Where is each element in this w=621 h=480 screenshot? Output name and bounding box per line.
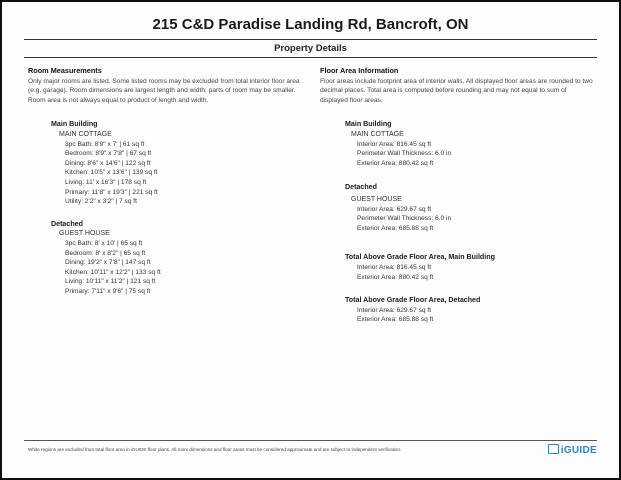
area-item: Interior Area: 816.45 sq ft (357, 140, 432, 148)
footer-disclaimer: White regions are excluded from total floor area in iGUIDE floor plans. All room dimensions and floor areas must be considered approximate and are subject to independent verification. (28, 447, 402, 452)
total-item: Exterior Area: 880.42 sq ft (357, 273, 434, 281)
total-title: Total Above Grade Floor Area, Main Building (345, 253, 495, 262)
divider (24, 39, 597, 40)
room-item: 3pc Bath: 8' x 10' | 65 sq ft (65, 239, 143, 247)
floor-area-heading: Floor Area Information (320, 66, 399, 75)
total-item: Exterior Area: 685.88 sq ft (357, 316, 434, 324)
group-title: Detached (345, 183, 377, 192)
room-item: Primary: 7'11" x 9'6" | 75 sq ft (65, 287, 151, 295)
room-item: Bedroom: 8' x 8'2" | 65 sq ft (65, 249, 146, 257)
floor-group-detached (320, 183, 596, 233)
area-item: Interior Area: 629.67 sq ft (357, 205, 432, 213)
room-measurements-heading: Room Measurements (28, 66, 102, 75)
logo-text: iGUIDE (560, 445, 597, 456)
total-item: Interior Area: 816.45 sq ft (357, 263, 432, 271)
room-item: Primary: 11'8" x 19'3" | 221 sq ft (65, 188, 158, 196)
iguide-logo-icon (548, 444, 559, 454)
room-item: Kitchen: 10'5" x 13'6" | 139 sq ft (65, 169, 158, 177)
total-item: Interior Area: 629.67 sq ft (357, 306, 432, 314)
room-item: Utility: 2'2" x 3'2" | 7 sq ft (65, 198, 137, 206)
group-subtitle: GUEST HOUSE (351, 195, 402, 203)
room-item: Kitchen: 10'11" x 12'2" | 133 sq ft (65, 268, 161, 276)
page-subtitle: Property Details (274, 43, 347, 54)
room-item: Dining: 19'2" x 7'8" | 147 sq ft (65, 259, 151, 267)
area-item: Exterior Area: 685.88 sq ft (357, 224, 434, 232)
room-item: Living: 10'11" x 11'2" | 121 sq ft (65, 278, 156, 286)
area-item: Exterior Area: 880.42 sq ft (357, 159, 434, 167)
area-item: Perimeter Wall Thickness: 6.0 in (357, 215, 452, 223)
total-detached (320, 296, 596, 325)
room-measurements-note: Only major rooms are listed. Some listed rooms may be excluded from total interior floor area (e.g. garage). Room dimensions are largest length and width; parts of room may be smaller. Room area is not always equal to product of length and width. (28, 77, 300, 104)
group-title: Main Building (345, 120, 392, 129)
group-title: Detached (51, 219, 83, 228)
total-title: Total Above Grade Floor Area, Detached (345, 296, 481, 305)
group-subtitle: MAIN COTTAGE (351, 130, 404, 138)
room-item: 3pc Bath: 8'9" x 7' | 61 sq ft (65, 140, 145, 148)
group-subtitle: MAIN COTTAGE (59, 130, 112, 138)
group-title: Main Building (51, 120, 98, 129)
floor-area-section (320, 66, 596, 325)
floor-group-main (320, 120, 596, 168)
group-subtitle: GUEST HOUSE (59, 230, 110, 238)
room-measurements-section (28, 66, 310, 296)
floor-area-note: Floor areas include footprint area of interior walls. All displayed floor areas are rounded to two decimal places. Total area is computed before rounding and may not equal to sum of displayed floor areas. (320, 77, 593, 104)
iguide-logo (548, 444, 597, 456)
total-main-building (320, 253, 596, 282)
room-item: Dining: 8'6" x 14'6" | 122 sq ft (65, 159, 151, 167)
room-group-main (28, 120, 310, 206)
room-group-detached (28, 220, 310, 297)
area-item: Perimeter Wall Thickness: 6.0 in (357, 150, 452, 158)
divider (24, 57, 597, 58)
room-item: Bedroom: 8'9" x 7'8" | 67 sq ft (65, 150, 152, 158)
footer-divider (24, 440, 597, 441)
room-item: Living: 11' x 16'3" | 178 sq ft (65, 178, 147, 186)
page-title: 215 C&D Paradise Landing Rd, Bancroft, ON (152, 16, 469, 33)
